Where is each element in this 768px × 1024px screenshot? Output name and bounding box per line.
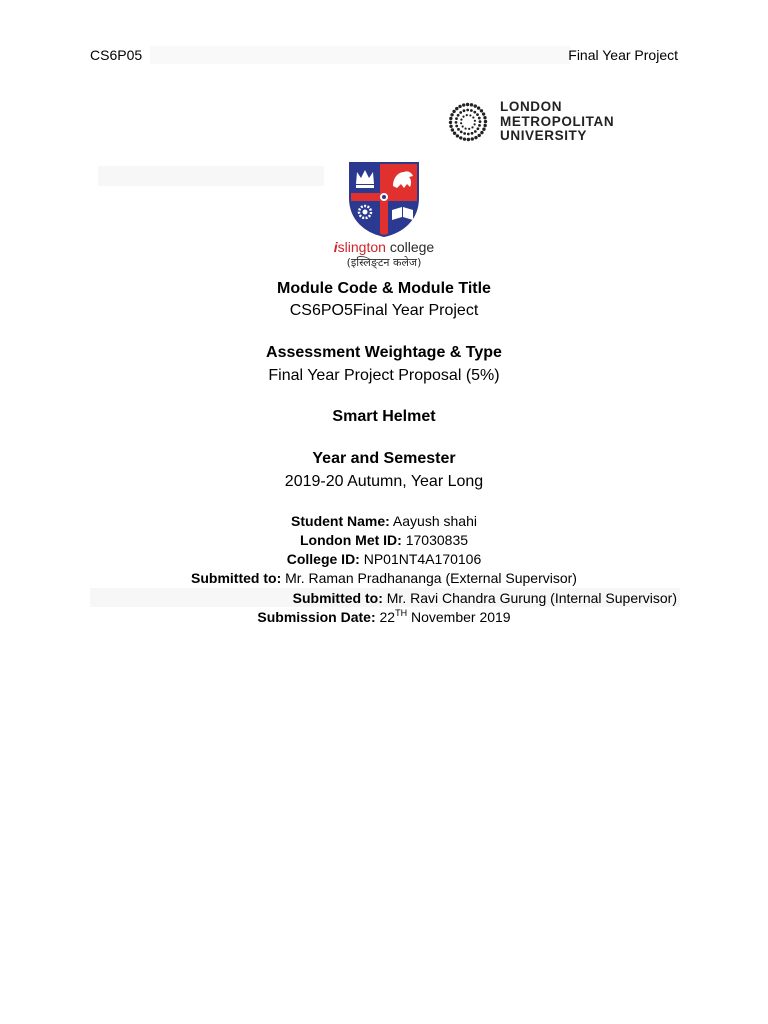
college-name (308, 239, 460, 255)
college-id-label: College ID: (286, 551, 360, 567)
logo-dot (455, 121, 458, 124)
internal-supervisor-value: Mr. Ravi Chandra Gurung (Internal Supervisor) (382, 590, 677, 606)
logo-dot (459, 111, 462, 114)
student-name-value: Aayush shahi (389, 513, 477, 529)
submission-date-label: Submission Date: (257, 609, 376, 625)
submission-day: 22 (375, 609, 396, 625)
logo-dot (458, 105, 461, 108)
logo-dot (467, 138, 470, 141)
logo-dot (455, 125, 458, 128)
college-name-rest: college (385, 239, 435, 255)
external-supervisor-line (0, 569, 768, 587)
london-met-wordmark (500, 100, 614, 144)
module-heading: Module Code & Module Title (277, 280, 491, 297)
logo-dot (483, 116, 486, 119)
logo-dot (471, 132, 474, 135)
logo-dot (460, 131, 463, 134)
logo-dot (453, 132, 456, 135)
london-met-line-1: LONDON (500, 99, 563, 114)
submission-date-line (0, 608, 768, 626)
logo-dot (457, 128, 460, 131)
year-semester-heading: Year and Semester (312, 450, 456, 467)
london-met-id-line (0, 531, 768, 549)
london-met-line-3: UNIVERSITY (500, 128, 588, 143)
logo-dot (478, 134, 481, 137)
student-name-label: Student Name: (291, 513, 390, 529)
student-name-line (0, 512, 768, 530)
external-supervisor-value: Mr. Raman Pradhananga (External Supervisor) (281, 570, 577, 586)
logo-dot (460, 122, 462, 124)
logo-dot (466, 114, 468, 116)
logo-dot (470, 109, 473, 112)
logo-dot (470, 103, 473, 106)
logo-dot (462, 125, 464, 127)
logo-dot (449, 125, 452, 128)
logo-dot (466, 109, 469, 112)
logo-dot (462, 103, 465, 106)
logo-dot (476, 113, 479, 116)
logo-dot (460, 119, 462, 121)
logo-dot (457, 114, 460, 117)
college-name-brand: slington (337, 239, 386, 255)
logo-dot (462, 116, 464, 118)
logo-dot (467, 133, 470, 136)
logo-dot (473, 123, 475, 125)
logo-dot (478, 124, 481, 127)
london-met-id-label: London Met ID: (299, 532, 402, 548)
islington-college-logo (308, 160, 460, 274)
logo-dot (482, 112, 485, 115)
assessment-heading: Assessment Weightage & Type (266, 344, 502, 361)
logo-dot (479, 120, 482, 123)
logo-dot (483, 124, 486, 127)
logo-dot (463, 109, 466, 112)
logo-dot (471, 126, 473, 128)
college-name-hindi: (इस्लिङ्टन कलेज) (346, 256, 422, 269)
logo-dot (465, 127, 467, 129)
logo-dot (455, 107, 458, 110)
logo-dot (450, 113, 453, 116)
college-id-value: NP01NT4A170106 (359, 551, 482, 567)
logo-dot (480, 109, 483, 112)
london-met-dots-icon (443, 99, 493, 145)
year-semester-value: 2019-20 Autumn, Year Long (284, 473, 484, 490)
college-name-i: i (333, 239, 338, 255)
logo-dot (474, 136, 477, 139)
logo-dot (449, 121, 452, 124)
assessment-value: Final Year Project Proposal (5%) (268, 367, 500, 384)
logo-dot (478, 117, 481, 120)
logo-dot (484, 120, 487, 123)
logo-dot (474, 120, 476, 122)
logo-dot (474, 104, 477, 107)
logo-dot (451, 128, 454, 131)
internal-supervisor-line (293, 589, 677, 607)
logo-dot (455, 117, 458, 120)
logo-dot (480, 131, 483, 134)
logo-dot (477, 106, 480, 109)
logo-dot (473, 111, 476, 114)
college-id-line (0, 550, 768, 568)
submitted-to-label: Submitted to: (191, 570, 282, 586)
logo-dot (477, 127, 480, 130)
logo-dot (482, 128, 485, 131)
logo-dot (456, 134, 459, 137)
logo-dot (471, 137, 474, 140)
submission-month-year: November 2019 (407, 609, 511, 625)
submission-day-suffix: TH (395, 608, 408, 618)
london-met-line-2: METROPOLITAN (500, 113, 615, 129)
logo-dot (466, 103, 469, 106)
header-module-code: CS6P05 (90, 47, 143, 63)
logo-dot (459, 136, 462, 139)
logo-dot (452, 110, 455, 113)
module-value: CS6PO5Final Year Project (289, 302, 479, 319)
logo-dot (472, 116, 474, 118)
header-title: Final Year Project (568, 47, 678, 63)
submitted-to-label-2: Submitted to: (292, 590, 383, 606)
college-shield-icon (346, 160, 422, 238)
logo-dot (474, 130, 477, 133)
logo-dot (463, 137, 466, 140)
header-band (150, 46, 570, 64)
london-met-id-value: 17030835 (401, 532, 469, 548)
london-met-logo (443, 99, 643, 145)
project-title: Smart Helmet (332, 408, 436, 425)
logo-dot (468, 128, 470, 130)
logo-dot (463, 132, 466, 135)
logo-dot (469, 114, 471, 116)
faint-placeholder-box (98, 166, 324, 186)
logo-dot (449, 117, 452, 120)
